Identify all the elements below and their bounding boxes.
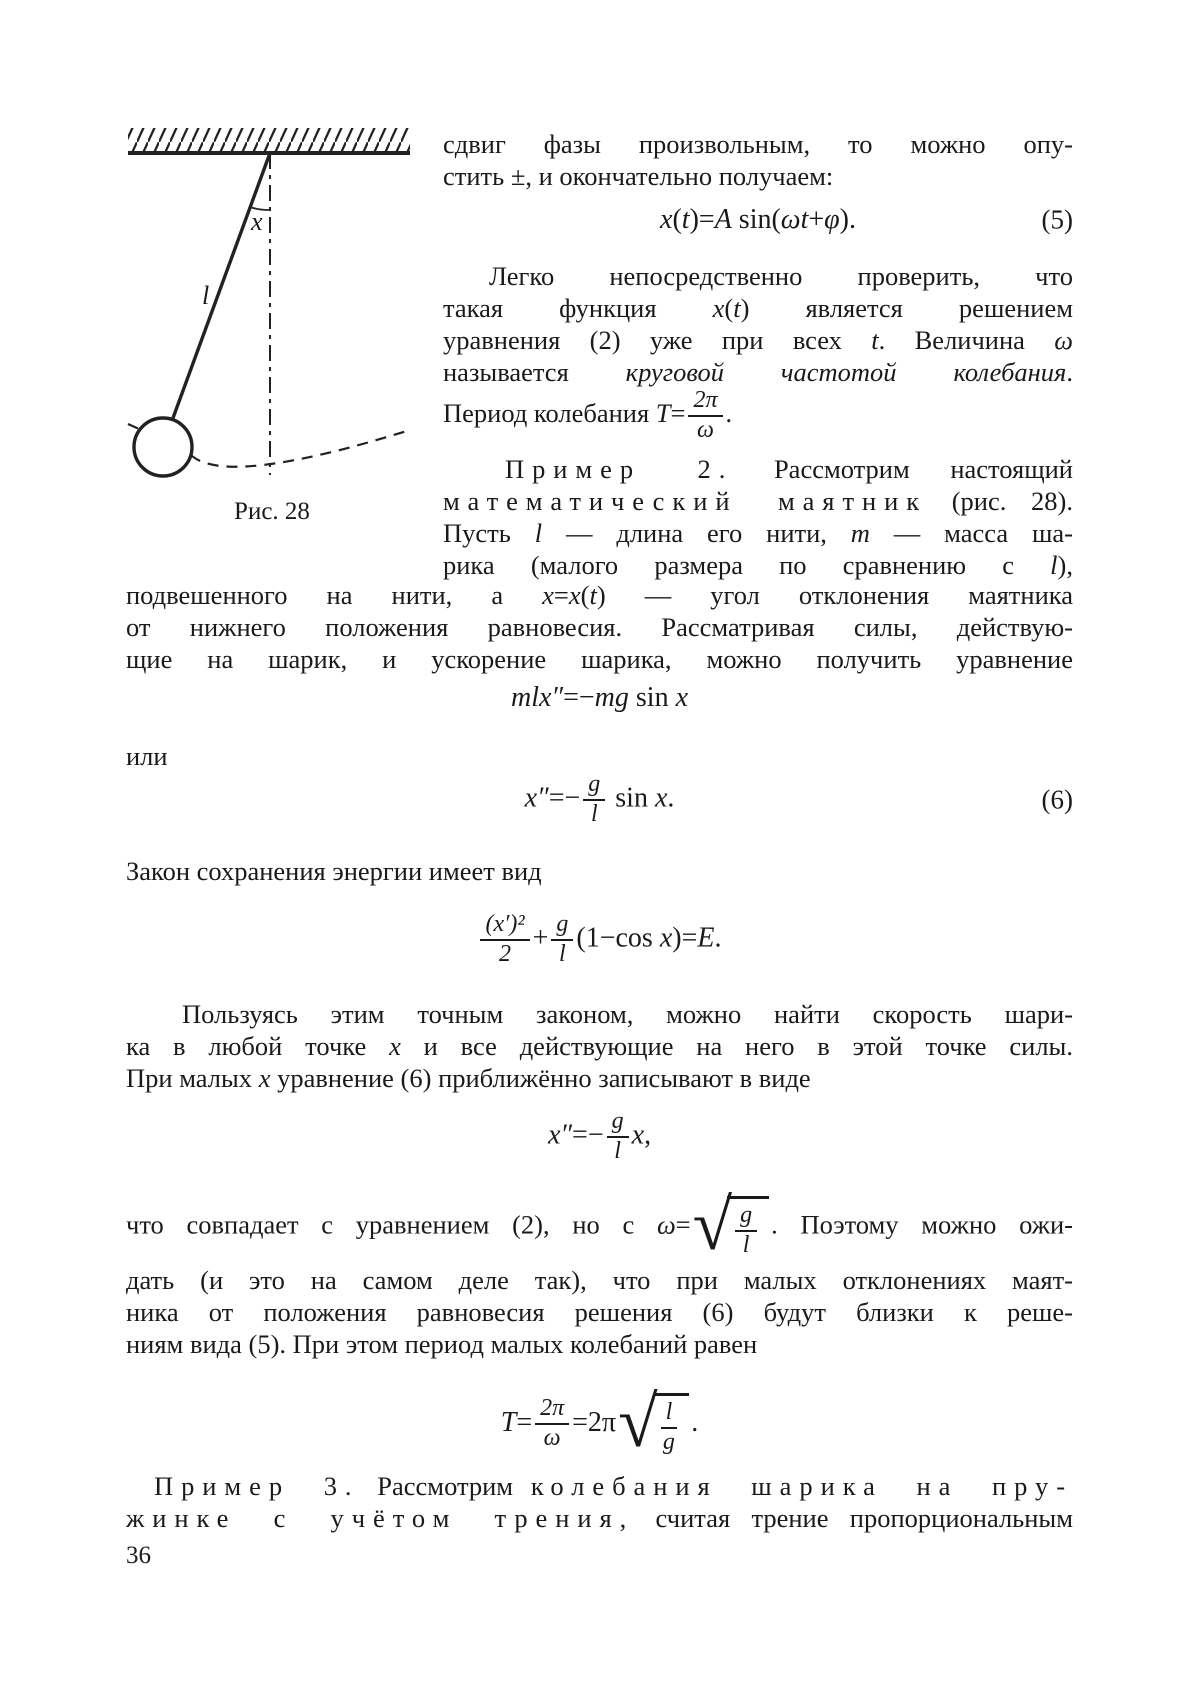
text-line: рика (малого размера по сравнению с l),: [443, 550, 1073, 580]
text-line: называется круговой частотой колебания.: [443, 357, 1073, 387]
text-line: или: [126, 741, 168, 771]
equation-period-T: [126, 1381, 1073, 1462]
equation-body: x(t)=A sin(ωt+φ).: [660, 204, 856, 235]
text-line: Пример 2. Рассмотрим настоящий: [505, 454, 1073, 484]
equation-energy: [126, 903, 1073, 977]
paragraph-intro: [443, 128, 1073, 192]
equation-body: T= $\frac{2\pi}{\omega}$ =2π √ $\frac{l}{g}$ .: [500, 1381, 699, 1462]
equation-body: x″=− $\frac{g}{l}$ sin x.: [524, 771, 675, 827]
text-line: При малых x уравнение (6) приближённо записывают в виде: [126, 1063, 811, 1093]
figure-pendulum: [126, 118, 418, 490]
text-line: уравнения (2) уже при всех t. Величина ω: [443, 325, 1074, 355]
length-label: l: [202, 281, 210, 310]
equation-mlx: [126, 676, 1073, 720]
text-line: ниям вида (5). При этом период малых колебаний равен: [126, 1329, 758, 1359]
text-line: Пусть l — длина его нити, m — масса ша-: [443, 518, 1074, 548]
pendulum-ball: [134, 418, 192, 476]
angle-label: x: [251, 207, 263, 236]
equation-5: [443, 196, 1073, 244]
swing-arc: [191, 430, 410, 467]
paragraph-expectation: [126, 1264, 1073, 1360]
text-line: подвешенного на нити, а x=x(t) — угол отклонения маятника: [126, 580, 1073, 610]
text-line: от нижнего положения равновесия. Рассматривая силы, действую-: [126, 612, 1073, 642]
paragraph-exact-law: [126, 998, 1073, 1094]
equation-body: Период колебания T= $\frac{2\pi}{\omega}$ .: [443, 387, 733, 443]
text-line: Легко непосредственно проверить, что: [489, 261, 1073, 291]
text-line: Пользуясь этим точным законом, можно найти скорость шари-: [182, 999, 1073, 1029]
paragraph-example-2: [443, 453, 1073, 581]
figure-caption: Рис. 28: [234, 498, 310, 525]
text-line: щие на шарик, и ускорение шарика, можно получить уравнение: [126, 644, 1073, 674]
ceiling-hatch: [128, 128, 410, 151]
equation-6: [126, 766, 1073, 834]
equation-label: (5): [1041, 204, 1073, 235]
text-line: Закон сохранения энергии имеет вид: [126, 856, 542, 886]
paragraph-pendulum: [126, 579, 1073, 675]
text-line: стить ±, и окончательно получаем:: [443, 161, 834, 191]
page-number: 36: [126, 1542, 151, 1569]
paragraph-example-3: [126, 1470, 1073, 1534]
paragraph-energy-law: [126, 855, 1073, 887]
text-line: ника от положения равновесия решения (6) будут близки к реше-: [126, 1297, 1073, 1327]
paragraph-omega-line: [126, 1185, 1073, 1266]
text-line: что совпадает с уравнением (2), но с ω= √ $\frac{g}{l}$ . Поэтому можно ожи-: [126, 1185, 1073, 1265]
text-line: сдвиг фазы произвольным, то можно опу-: [443, 129, 1073, 159]
text-line: дать (и это на самом деле так), что при малых отклонениях маят-: [126, 1265, 1073, 1295]
text-line: математический маятник (рис. 28).: [443, 486, 1073, 516]
paragraph-check: [443, 260, 1073, 388]
equation-small-x: [126, 1102, 1073, 1172]
period-formula-line: [443, 388, 1073, 444]
text-line: такая функция x(t) является решением: [443, 293, 1073, 323]
pendulum-rod: [173, 153, 270, 418]
text-line: Пример 3. Рассмотрим колебания шарика на пру-: [154, 1471, 1073, 1501]
equation-body: $\frac{\text{(x′)²}}{2}$ + $\frac{g}{l}$ (1−cos x)=E.: [477, 912, 721, 968]
equation-label: (6): [1041, 784, 1073, 815]
swing-arc-left: [128, 424, 139, 429]
text-line: ка в любой точке x и все действующие на него в этой точке силы.: [126, 1031, 1073, 1061]
equation-body: mlx″=−mg sin x: [510, 682, 689, 713]
equation-body: x″=− $\frac{g}{l}$ x,: [547, 1108, 652, 1164]
text-line: жинке с учётом трения, считая трение пропорциональным: [126, 1503, 1074, 1533]
